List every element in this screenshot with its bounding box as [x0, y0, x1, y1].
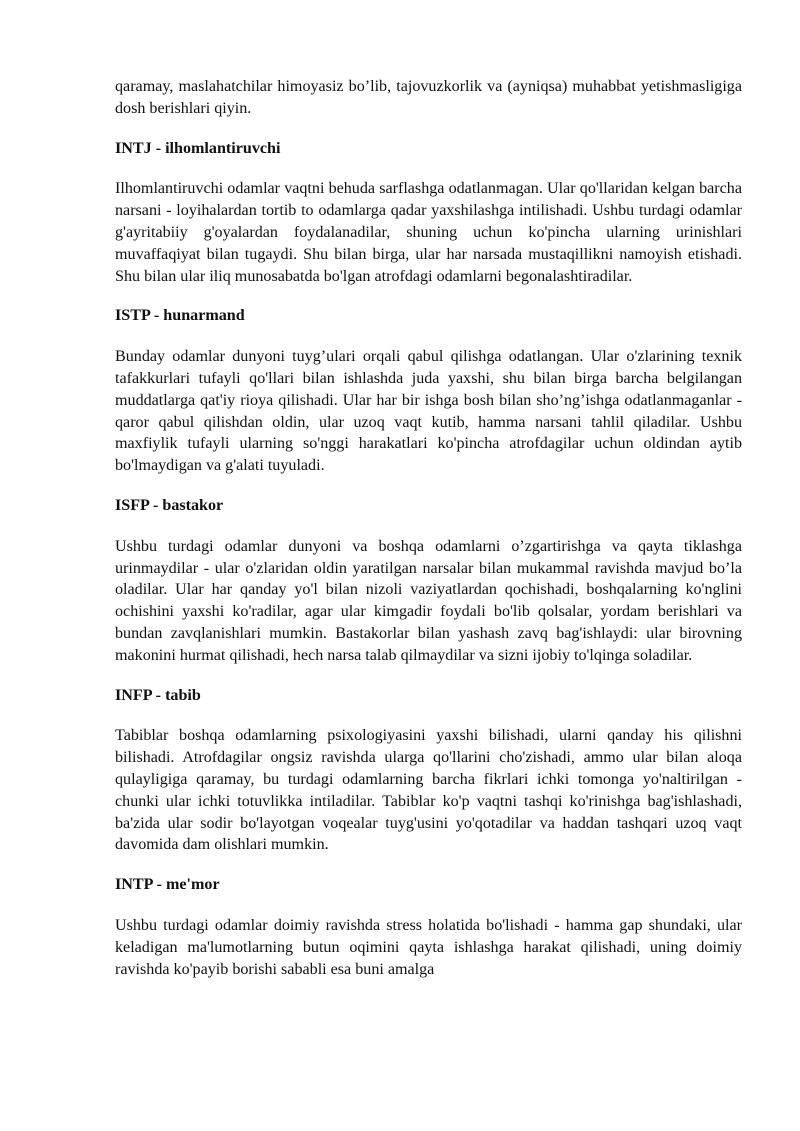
- section-heading: INTJ - ilhomlantiruvchi: [115, 139, 281, 157]
- intro-paragraph: qaramay, maslahatchilar himoyasiz bo’lib, tajovuzkorlik va (ayniqsa) muhabbat yetishmasligiga dosh berishlari qiyin.: [115, 78, 742, 117]
- section-intp: [115, 874, 742, 980]
- section-heading: ISTP - hunarmand: [115, 307, 245, 325]
- section-istp: [115, 305, 742, 477]
- document-page: [115, 76, 742, 998]
- section-intj: [115, 138, 742, 288]
- section-heading: INTP - me'mor: [115, 876, 220, 894]
- section-body: Tabiblar boshqa odamlarning psixologiyasini yaxshi bilishadi, ularni qanday his qilishni bilishadi. Atrofdagilar ongsiz ravishda ularga qo'llarini cho'zishadi, ammo ular bilan aloqa qulayligiga qaramay, bu turdagi odamlarning barcha fikrlari ichki tomonga yo'naltirilgan - chunki ular ichki totuvlikka intiladilar. Tabiblar ko'p vaqtni tashqi ko'rinishga bag'ishlashadi, ba'zida ular sodir bo'layotgan voqealar tuyg'usini yo'qotadilar va haddan tashqari uzoq vaqt davomida dam olishlari mumkin.: [115, 727, 742, 854]
- section-heading: ISFP - bastakor: [115, 496, 224, 514]
- section-isfp: [115, 495, 742, 667]
- section-body: Ushbu turdagi odamlar dunyoni va boshqa odamlarni o’zgartirishga va qayta tiklashga urinmaydilar - ular o'zlaridan oldin yaratilgan narsalar bilan mukammal ravishda mavjud bo’la oladilar. Ular har qanday yo'l bilan nizoli vaziyatlardan qochishadi, boshqalarning ko'nglini ochishini yaxshi ko'radilar, agar ular kimgadir foydali bo'lib qolsalar, yordam berishlari va bundan zavqlanishlari mumkin. Bastakorlar bilan yashash zavq bag'ishlaydi: ular birovning makonini hurmat qilishadi, hech narsa talab qilmaydilar va sizni ijobiy to'lqinga soladilar.: [115, 537, 742, 664]
- section-body: Ushbu turdagi odamlar doimiy ravishda stress holatida bo'lishadi - hamma gap shundaki, ular keladigan ma'lumotlarning butun oqimini qayta ishlashga harakat qilishadi, uning doimiy ravishda ko'payib borishi sababli esa buni amalga: [115, 916, 742, 978]
- section-infp: [115, 685, 742, 857]
- section-body: Ilhomlantiruvchi odamlar vaqtni behuda sarflashga odatlanmagan. Ular qo'llaridan kelgan barcha narsani - loyihalardan tortib to odamlarga qadar yaxshilashga intilishadi. Ushbu turdagi odamlar g'ayritabiiy g'oyalardan foydalanadilar, shuning uchun ko'pincha ularning urinishlari muvaffaqiyat bilan tugaydi. Shu bilan birga, ular har narsada mustaqillikni namoyish etishadi. Shu bilan ular iliq munosabatda bo'lgan atrofdagi odamlarni begonalashtiradilar.: [115, 180, 742, 285]
- section-body: Bunday odamlar dunyoni tuyg’ulari orqali qabul qilishga odatlangan. Ular o'zlarining texnik tafakkurlari tufayli qo'llari bilan ishlashda juda yaxshi, shu bilan birga barcha belgilangan muddatlarga qat'iy rioya qilishadi. Ular har bir ishga bosh bilan sho’ng’ishga odatlanmaganlar - qaror qabul qilishdan oldin, ular uzoq vaqt kutib, hamma narsani tahlil qiladilar. Ushbu maxfiylik tufayli ularning so'nggi harakatlari ko'pincha atrofdagilar uchun oldindan aytib bo'lmaydigan va g'alati tuyuladi.: [115, 348, 742, 475]
- section-heading: INFP - tabib: [115, 686, 201, 704]
